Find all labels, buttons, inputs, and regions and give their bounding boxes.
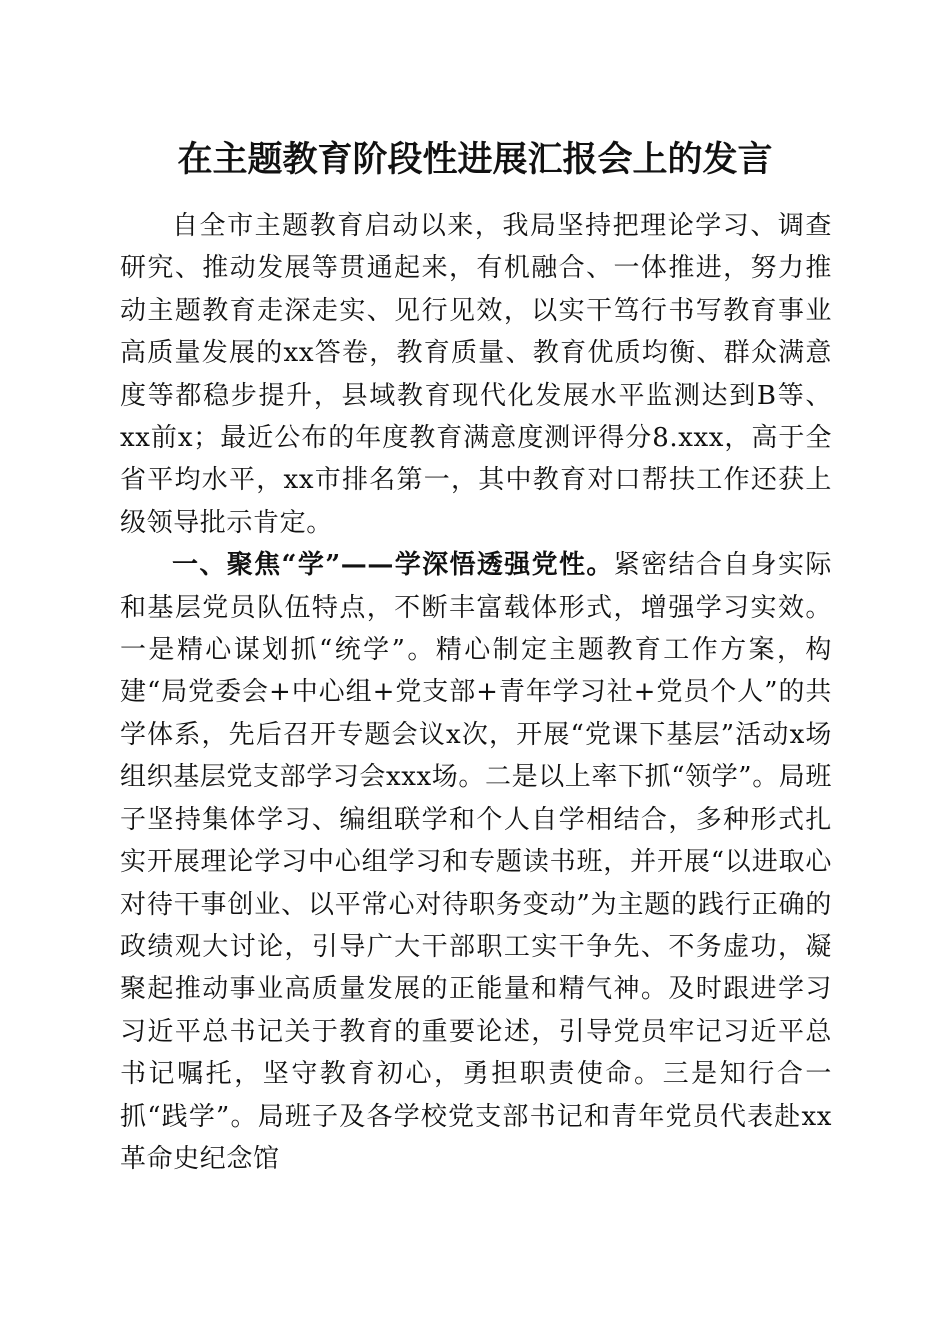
- intro-paragraph: 自全市主题教育启动以来，我局坚持把理论学习、调查研究、推动发展等贯通起来，有机融合、一体推进，努力推动主题教育走深走实、见行见效，以实干笃行书写教育事业高质量发展的xx答卷，教育质量、教育优质均衡、群众满意度等都稳步提升，县域教育现代化发展水平监测达到B等、xx前x；最近公布的年度教育满意度测评得分8.xxx，高于全省平均水平，xx市排名第一，其中教育对口帮扶工作还获上级领导批示肯定。: [120, 211, 832, 538]
- section-1-paragraph: [120, 544, 832, 1180]
- document-body: [120, 205, 832, 1180]
- document-title: 在主题教育阶段性进展汇报会上的发言: [177, 139, 773, 180]
- section-1-body: 紧密结合自身实际和基层党员队伍特点，不断丰富载体形式，增强学习实效。一是精心谋划抓“统学”。精心制定主题教育工作方案，构建“局党委会+中心组+党支部+青年学习社+党员个人”的共学体系，先后召开专题会议x次，开展“党课下基层”活动x场组织基层党支部学习会xxx场。二是以上率下抓“领学”。局班子坚持集体学习、编组联学和个人自学相结合，多种形式扎实开展理论学习中心组学习和专题读书班，并开展“以进取心对待干事创业、以平常心对待职务变动”为主题的践行正确的政绩观大讨论，引导广大干部职工实干争先、不务虚功，凝聚起推动事业高质量发展的正能量和精气神。及时跟进学习习近平总书记关于教育的重要论述，引导党员牢记习近平总书记嘱托，坚守教育初心，勇担职责使命。三是知行合一抓“践学”。局班子及各学校党支部书记和青年党员代表赴xx革命史纪念馆: [120, 550, 832, 1174]
- section-1-heading: 一、聚焦“学”——学深悟透强党性。: [172, 550, 614, 581]
